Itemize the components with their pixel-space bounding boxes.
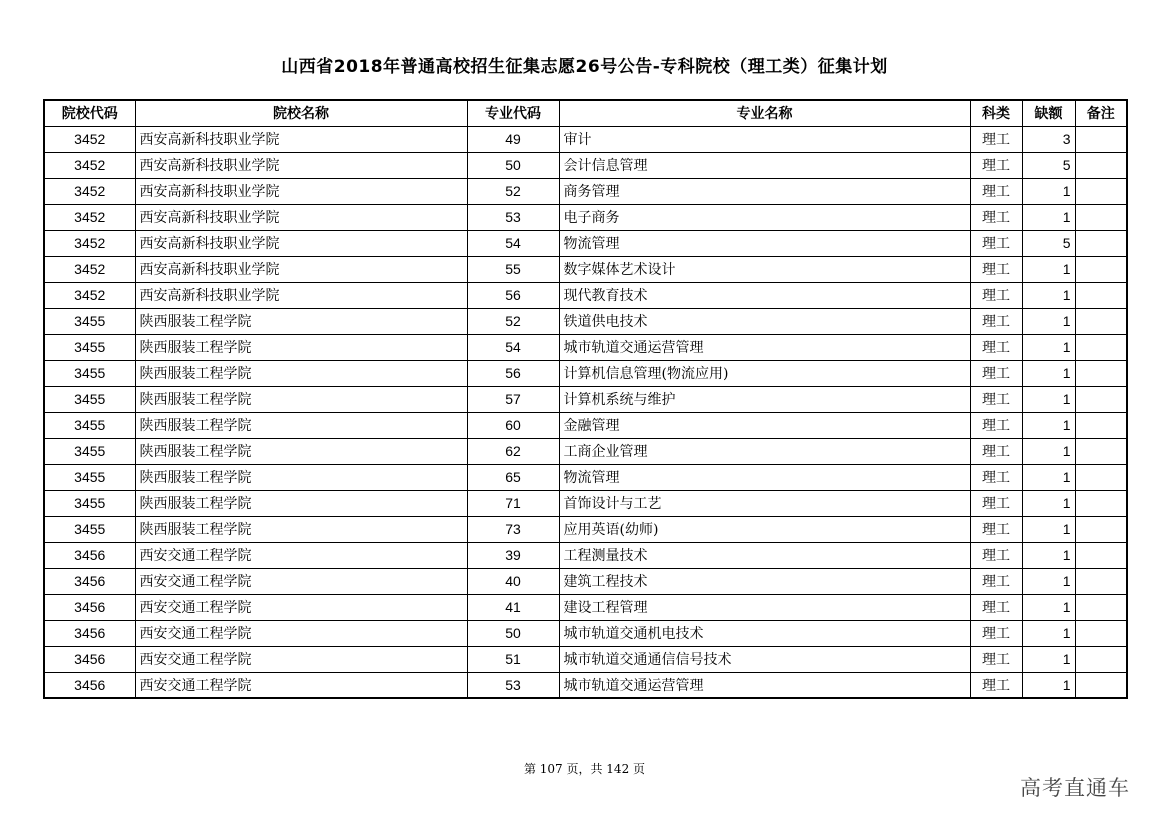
cell-note: [1075, 646, 1127, 672]
cell-note: [1075, 412, 1127, 438]
cell-school-name: 陕西服装工程学院: [135, 464, 467, 490]
cell-vacancy: 5: [1022, 230, 1075, 256]
cell-major-name: 物流管理: [559, 230, 970, 256]
cell-category: 理工: [970, 204, 1022, 230]
cell-category: 理工: [970, 672, 1022, 698]
cell-school-code: 3452: [44, 230, 135, 256]
cell-note: [1075, 230, 1127, 256]
page-footer: 第 107 页，共 142 页: [523, 762, 646, 776]
cell-school-name: 西安交通工程学院: [135, 568, 467, 594]
cell-school-code: 3455: [44, 438, 135, 464]
cell-category: 理工: [970, 178, 1022, 204]
cell-vacancy: 1: [1022, 672, 1075, 698]
cell-major-name: 金融管理: [559, 412, 970, 438]
cell-vacancy: 1: [1022, 282, 1075, 308]
table-row: [44, 672, 1127, 698]
cell-school-code: 3455: [44, 360, 135, 386]
cell-major-name: 城市轨道交通运营管理: [559, 672, 970, 698]
cell-note: [1075, 516, 1127, 542]
cell-school-name: 西安交通工程学院: [135, 646, 467, 672]
table-row: [44, 386, 1127, 412]
cell-category: 理工: [970, 230, 1022, 256]
cell-major-name: 首饰设计与工艺: [559, 490, 970, 516]
cell-school-code: 3456: [44, 672, 135, 698]
cell-school-name: 西安高新科技职业学院: [135, 204, 467, 230]
table-row: [44, 204, 1127, 230]
cell-major-name: 计算机系统与维护: [559, 386, 970, 412]
cell-major-name: 物流管理: [559, 464, 970, 490]
table-row: [44, 620, 1127, 646]
cell-vacancy: 1: [1022, 516, 1075, 542]
header-school-code: 院校代码: [44, 100, 135, 126]
cell-major-code: 73: [467, 516, 559, 542]
cell-school-name: 陕西服装工程学院: [135, 386, 467, 412]
table-row: [44, 334, 1127, 360]
table-row: [44, 516, 1127, 542]
cell-note: [1075, 308, 1127, 334]
cell-school-code: 3452: [44, 152, 135, 178]
cell-category: 理工: [970, 490, 1022, 516]
cell-vacancy: 3: [1022, 126, 1075, 152]
cell-school-code: 3455: [44, 308, 135, 334]
cell-school-name: 西安高新科技职业学院: [135, 152, 467, 178]
cell-school-name: 陕西服装工程学院: [135, 412, 467, 438]
cell-vacancy: 1: [1022, 334, 1075, 360]
header-school-name: 院校名称: [135, 100, 467, 126]
cell-category: 理工: [970, 620, 1022, 646]
cell-category: 理工: [970, 282, 1022, 308]
enrollment-plan-table: [43, 99, 1128, 699]
cell-major-code: 50: [467, 620, 559, 646]
header-major-name: 专业名称: [559, 100, 970, 126]
cell-vacancy: 1: [1022, 646, 1075, 672]
cell-school-name: 西安高新科技职业学院: [135, 256, 467, 282]
cell-school-code: 3455: [44, 464, 135, 490]
cell-note: [1075, 256, 1127, 282]
table-row: [44, 412, 1127, 438]
table-row: [44, 152, 1127, 178]
cell-vacancy: 1: [1022, 438, 1075, 464]
cell-note: [1075, 490, 1127, 516]
cell-major-code: 57: [467, 386, 559, 412]
table-row: [44, 308, 1127, 334]
cell-major-code: 65: [467, 464, 559, 490]
cell-category: 理工: [970, 126, 1022, 152]
cell-vacancy: 1: [1022, 178, 1075, 204]
header-vacancy: 缺额: [1022, 100, 1075, 126]
cell-vacancy: 1: [1022, 308, 1075, 334]
cell-major-code: 60: [467, 412, 559, 438]
cell-major-name: 审计: [559, 126, 970, 152]
cell-vacancy: 1: [1022, 594, 1075, 620]
watermark: 高考直通车: [1020, 776, 1130, 800]
cell-school-code: 3455: [44, 334, 135, 360]
cell-school-name: 西安交通工程学院: [135, 542, 467, 568]
cell-category: 理工: [970, 334, 1022, 360]
cell-major-name: 现代教育技术: [559, 282, 970, 308]
cell-school-name: 陕西服装工程学院: [135, 308, 467, 334]
cell-note: [1075, 282, 1127, 308]
cell-school-code: 3452: [44, 256, 135, 282]
cell-major-name: 商务管理: [559, 178, 970, 204]
table-row: [44, 256, 1127, 282]
cell-school-code: 3456: [44, 620, 135, 646]
cell-vacancy: 1: [1022, 256, 1075, 282]
cell-major-code: 62: [467, 438, 559, 464]
cell-note: [1075, 126, 1127, 152]
cell-school-code: 3456: [44, 542, 135, 568]
cell-school-name: 西安高新科技职业学院: [135, 126, 467, 152]
cell-note: [1075, 438, 1127, 464]
cell-school-code: 3455: [44, 516, 135, 542]
cell-school-code: 3456: [44, 646, 135, 672]
cell-school-code: 3452: [44, 282, 135, 308]
cell-note: [1075, 620, 1127, 646]
cell-major-code: 56: [467, 282, 559, 308]
cell-category: 理工: [970, 594, 1022, 620]
cell-school-name: 陕西服装工程学院: [135, 438, 467, 464]
cell-category: 理工: [970, 256, 1022, 282]
cell-note: [1075, 152, 1127, 178]
cell-category: 理工: [970, 386, 1022, 412]
cell-major-code: 56: [467, 360, 559, 386]
cell-school-name: 西安高新科技职业学院: [135, 230, 467, 256]
cell-major-name: 会计信息管理: [559, 152, 970, 178]
cell-vacancy: 1: [1022, 386, 1075, 412]
cell-school-code: 3452: [44, 204, 135, 230]
cell-major-name: 城市轨道交通运营管理: [559, 334, 970, 360]
cell-vacancy: 1: [1022, 204, 1075, 230]
cell-note: [1075, 464, 1127, 490]
table-row: [44, 568, 1127, 594]
cell-vacancy: 1: [1022, 490, 1075, 516]
cell-major-code: 71: [467, 490, 559, 516]
cell-major-name: 计算机信息管理(物流应用): [559, 360, 970, 386]
cell-major-code: 40: [467, 568, 559, 594]
cell-vacancy: 1: [1022, 360, 1075, 386]
cell-major-code: 53: [467, 204, 559, 230]
cell-major-name: 城市轨道交通通信信号技术: [559, 646, 970, 672]
cell-school-code: 3455: [44, 412, 135, 438]
cell-school-name: 西安高新科技职业学院: [135, 282, 467, 308]
header-note: 备注: [1075, 100, 1127, 126]
cell-school-code: 3456: [44, 568, 135, 594]
cell-major-name: 城市轨道交通机电技术: [559, 620, 970, 646]
cell-school-name: 陕西服装工程学院: [135, 490, 467, 516]
cell-major-name: 工商企业管理: [559, 438, 970, 464]
cell-school-code: 3455: [44, 490, 135, 516]
cell-school-code: 3452: [44, 126, 135, 152]
header-major-code: 专业代码: [467, 100, 559, 126]
cell-school-name: 陕西服装工程学院: [135, 334, 467, 360]
table-body: [44, 126, 1127, 698]
cell-major-code: 52: [467, 178, 559, 204]
cell-school-name: 西安交通工程学院: [135, 620, 467, 646]
cell-major-name: 工程测量技术: [559, 542, 970, 568]
table-row: [44, 230, 1127, 256]
table-row: [44, 464, 1127, 490]
cell-vacancy: 1: [1022, 620, 1075, 646]
cell-category: 理工: [970, 516, 1022, 542]
table-row: [44, 438, 1127, 464]
cell-note: [1075, 204, 1127, 230]
cell-major-name: 电子商务: [559, 204, 970, 230]
cell-note: [1075, 178, 1127, 204]
table-row: [44, 360, 1127, 386]
header-category: 科类: [970, 100, 1022, 126]
cell-note: [1075, 360, 1127, 386]
page-title: 山西省2018年普通高校招生征集志愿26号公告-专科院校（理工类）征集计划: [281, 57, 888, 77]
cell-category: 理工: [970, 568, 1022, 594]
cell-school-name: 陕西服装工程学院: [135, 360, 467, 386]
cell-major-code: 55: [467, 256, 559, 282]
table-header-row: [44, 100, 1127, 126]
cell-major-name: 铁道供电技术: [559, 308, 970, 334]
cell-school-name: 陕西服装工程学院: [135, 516, 467, 542]
cell-school-name: 西安高新科技职业学院: [135, 178, 467, 204]
table-row: [44, 542, 1127, 568]
cell-school-code: 3456: [44, 594, 135, 620]
cell-note: [1075, 568, 1127, 594]
cell-note: [1075, 542, 1127, 568]
cell-category: 理工: [970, 464, 1022, 490]
cell-major-code: 53: [467, 672, 559, 698]
cell-school-code: 3455: [44, 386, 135, 412]
cell-vacancy: 1: [1022, 464, 1075, 490]
cell-category: 理工: [970, 542, 1022, 568]
cell-vacancy: 5: [1022, 152, 1075, 178]
cell-vacancy: 1: [1022, 568, 1075, 594]
table-row: [44, 282, 1127, 308]
cell-major-name: 建设工程管理: [559, 594, 970, 620]
cell-note: [1075, 594, 1127, 620]
cell-note: [1075, 334, 1127, 360]
cell-major-name: 建筑工程技术: [559, 568, 970, 594]
cell-category: 理工: [970, 152, 1022, 178]
cell-vacancy: 1: [1022, 412, 1075, 438]
cell-major-code: 49: [467, 126, 559, 152]
cell-category: 理工: [970, 308, 1022, 334]
cell-major-name: 数字媒体艺术设计: [559, 256, 970, 282]
cell-major-code: 41: [467, 594, 559, 620]
cell-major-code: 39: [467, 542, 559, 568]
cell-school-name: 西安交通工程学院: [135, 594, 467, 620]
cell-major-name: 应用英语(幼师): [559, 516, 970, 542]
cell-major-code: 52: [467, 308, 559, 334]
cell-major-code: 51: [467, 646, 559, 672]
cell-note: [1075, 672, 1127, 698]
cell-category: 理工: [970, 438, 1022, 464]
cell-major-code: 50: [467, 152, 559, 178]
cell-note: [1075, 386, 1127, 412]
cell-major-code: 54: [467, 334, 559, 360]
cell-category: 理工: [970, 360, 1022, 386]
cell-school-name: 西安交通工程学院: [135, 672, 467, 698]
table-row: [44, 178, 1127, 204]
table-row: [44, 594, 1127, 620]
cell-category: 理工: [970, 412, 1022, 438]
table-row: [44, 126, 1127, 152]
cell-category: 理工: [970, 646, 1022, 672]
cell-vacancy: 1: [1022, 542, 1075, 568]
cell-school-code: 3452: [44, 178, 135, 204]
table-row: [44, 646, 1127, 672]
cell-major-code: 54: [467, 230, 559, 256]
table-row: [44, 490, 1127, 516]
